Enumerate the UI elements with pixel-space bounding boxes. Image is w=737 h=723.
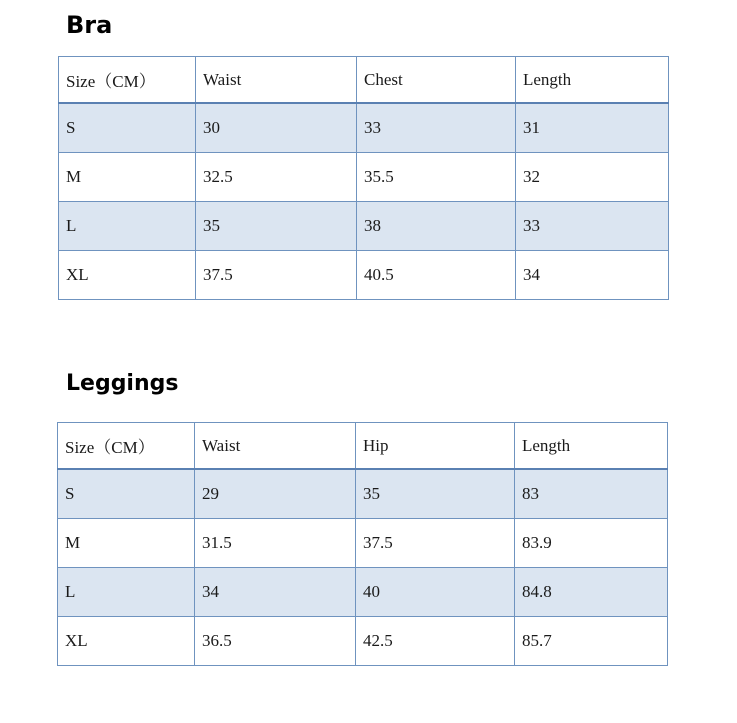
size-cell: XL xyxy=(58,617,195,666)
table-row xyxy=(58,568,668,617)
waist-cell: 29 xyxy=(195,469,356,519)
length-cell: 84.8 xyxy=(515,568,668,617)
table-row xyxy=(58,617,668,666)
table-row xyxy=(59,202,669,251)
header-waist: Waist xyxy=(195,423,356,470)
leggings-section-title: Leggings xyxy=(66,371,179,396)
size-cell: XL xyxy=(59,251,196,300)
size-cell: M xyxy=(58,519,195,568)
bra-size-table xyxy=(58,56,669,300)
length-cell: 34 xyxy=(516,251,669,300)
waist-cell: 37.5 xyxy=(196,251,357,300)
waist-cell: 34 xyxy=(195,568,356,617)
waist-cell: 35 xyxy=(196,202,357,251)
waist-cell: 32.5 xyxy=(196,153,357,202)
chest-cell: 33 xyxy=(357,103,516,153)
length-cell: 83 xyxy=(515,469,668,519)
header-size: Size（CM） xyxy=(59,57,196,104)
length-cell: 83.9 xyxy=(515,519,668,568)
bra-section-title: Bra xyxy=(66,11,113,39)
hip-cell: 40 xyxy=(356,568,515,617)
hip-cell: 42.5 xyxy=(356,617,515,666)
header-length: Length xyxy=(516,57,669,104)
length-cell: 31 xyxy=(516,103,669,153)
header-length: Length xyxy=(515,423,668,470)
table-row xyxy=(59,251,669,300)
table-header-row xyxy=(59,57,669,104)
leggings-size-table xyxy=(57,422,668,666)
length-cell: 85.7 xyxy=(515,617,668,666)
table-header-row xyxy=(58,423,668,470)
header-waist: Waist xyxy=(196,57,357,104)
waist-cell: 36.5 xyxy=(195,617,356,666)
waist-cell: 30 xyxy=(196,103,357,153)
chest-cell: 38 xyxy=(357,202,516,251)
size-cell: S xyxy=(58,469,195,519)
header-hip: Hip xyxy=(356,423,515,470)
waist-cell: 31.5 xyxy=(195,519,356,568)
table-row xyxy=(58,519,668,568)
size-cell: L xyxy=(58,568,195,617)
length-cell: 33 xyxy=(516,202,669,251)
chest-cell: 35.5 xyxy=(357,153,516,202)
table-row xyxy=(59,103,669,153)
size-cell: S xyxy=(59,103,196,153)
header-chest: Chest xyxy=(357,57,516,104)
chest-cell: 40.5 xyxy=(357,251,516,300)
size-cell: L xyxy=(59,202,196,251)
hip-cell: 37.5 xyxy=(356,519,515,568)
table-row xyxy=(58,469,668,519)
table-row xyxy=(59,153,669,202)
hip-cell: 35 xyxy=(356,469,515,519)
size-cell: M xyxy=(59,153,196,202)
length-cell: 32 xyxy=(516,153,669,202)
header-size: Size（CM） xyxy=(58,423,195,470)
